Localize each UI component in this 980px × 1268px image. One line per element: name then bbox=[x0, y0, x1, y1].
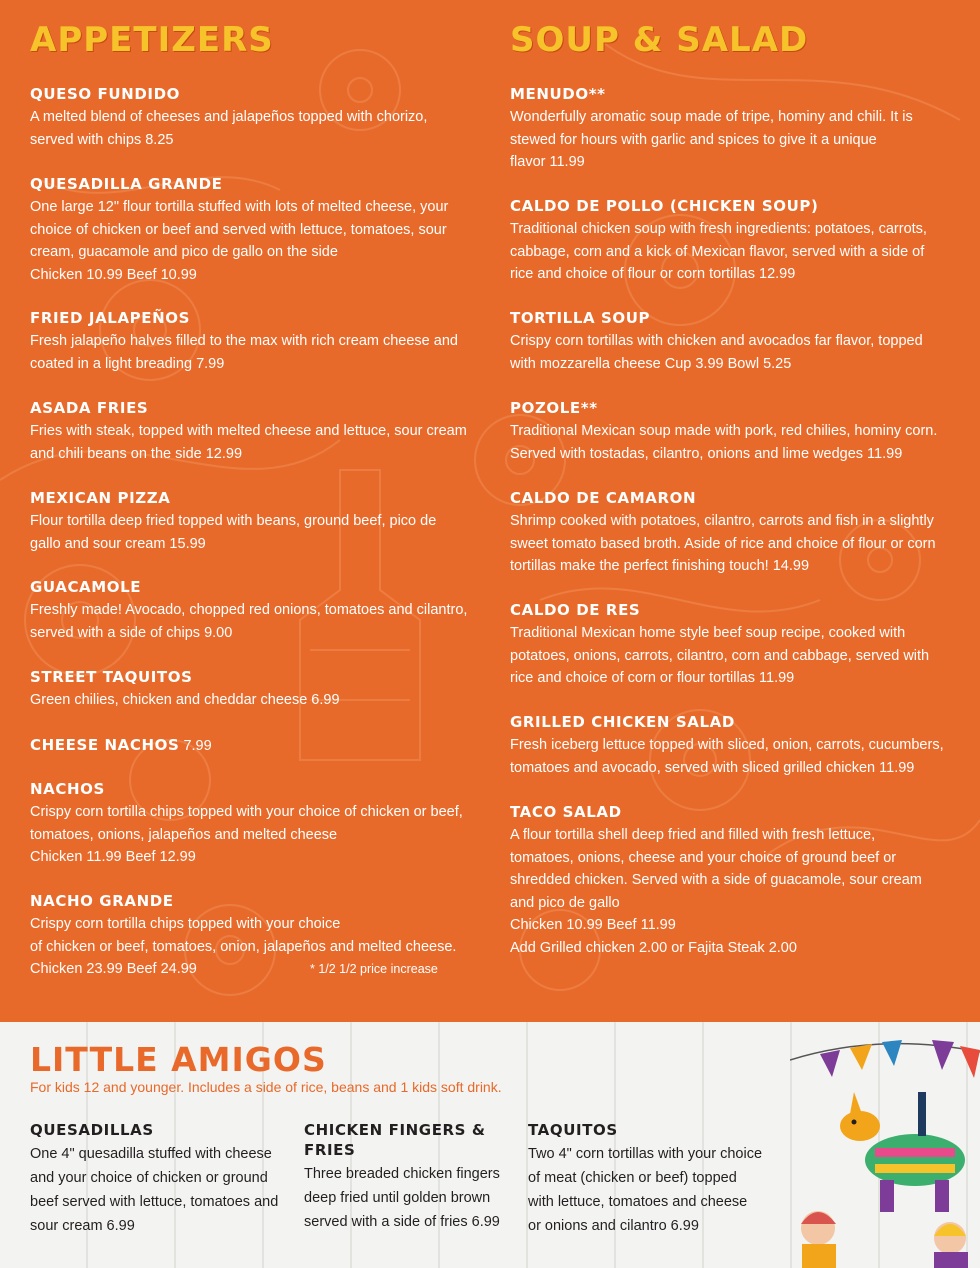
bunting-flag bbox=[960, 1046, 980, 1078]
menu-item-street-taquitos bbox=[30, 667, 480, 712]
menu-item-description: Freshly made! Avocado, chopped red onions, tomatoes and cilantro, served with a side of chips 9.00 bbox=[30, 602, 468, 641]
kids-item-name: CHICKEN FINGERS & FRIES bbox=[304, 1121, 486, 1159]
menu-item-name: POZOLE** bbox=[510, 399, 598, 417]
menu-item-description: Traditional Mexican soup made with pork, red chilies, hominy corn. Served with tostadas, cilantro, onions and lime wedges 11.99 bbox=[510, 423, 938, 462]
menu-item-guacamole bbox=[30, 577, 480, 644]
menu-item-name: NACHOS bbox=[30, 780, 105, 798]
menu-item-description: A flour tortilla shell deep fried and filled with fresh lettuce, tomatoes, onions, cheese and your choice of ground beef or shredded chicken. Served with a side of guacamole, sour cream and pico de gallo Chicken 10.99 Beef 11.99 Add Grilled chicken 2.00 or Fajita Steak 2.00 bbox=[510, 827, 922, 956]
menu-item-name: CALDO DE POLLO (CHICKEN SOUP) bbox=[510, 197, 819, 215]
bunting-flag bbox=[932, 1040, 954, 1070]
menu-item-caldo-de-camaron bbox=[510, 488, 965, 578]
little-amigos-heading: LITTLE AMIGOS bbox=[30, 1040, 327, 1079]
menu-item-name: CALDO DE RES bbox=[510, 601, 641, 619]
pinata-party-illustration bbox=[790, 1022, 980, 1268]
menu-item-description: Crispy corn tortilla chips topped with your choice of chicken or beef, tomatoes, onion, jalapeños and melted cheese. Chicken 23.99 Beef 24.99 bbox=[30, 916, 457, 977]
menu-item-name: STREET TAQUITOS bbox=[30, 668, 193, 686]
menu-item-description: Fresh jalapeño halves filled to the max with rich cream cheese and coated in a light breading 7.99 bbox=[30, 333, 458, 372]
menu-item-description: One large 12" flour tortilla stuffed with lots of melted cheese, your choice of chicken or beef and served with lettuce, tomatoes, sour cream, guacamole and pico de gallo on the side Chicken 10.99 Beef 10.99 bbox=[30, 199, 449, 283]
soup-salad-heading: SOUP & SALAD bbox=[510, 20, 809, 60]
kids-item-description: One 4" quesadilla stuffed with cheese and your choice of chicken or ground beef served with lettuce, tomatoes and sour cream 6.99 bbox=[30, 1146, 279, 1234]
menu-item-description: Traditional Mexican home style beef soup recipe, cooked with potatoes, onions, carrots, cilantro, corn and cabbage, served with rice and choice of corn or flour tortillas 11.99 bbox=[510, 625, 930, 686]
menu-item-caldo-de-pollo-chicken-soup bbox=[510, 196, 965, 286]
menu-item-name: CALDO DE CAMARON bbox=[510, 489, 697, 507]
menu-item-cheese-nachos bbox=[30, 735, 480, 756]
menu-item-name: GUACAMOLE bbox=[30, 578, 142, 596]
kids-item-description: Two 4" corn tortillas with your choice of meat (chicken or beef) topped with lettuce, tomatoes and cheese or onions and cilantro 6.99 bbox=[528, 1146, 763, 1234]
menu-item-description: Crispy corn tortillas with chicken and avocados far flavor, topped with mozzarella cheese Cup 3.99 Bowl 5.25 bbox=[510, 333, 923, 372]
menu-item-pozole bbox=[510, 398, 965, 465]
menu-item-taco-salad bbox=[510, 802, 965, 959]
bunting-flag bbox=[882, 1040, 902, 1066]
child-figure-left bbox=[801, 1211, 836, 1268]
child-figure-right bbox=[934, 1222, 968, 1268]
menu-item-description: A melted blend of cheeses and jalapeños topped with chorizo, served with chips 8.25 bbox=[30, 109, 428, 148]
menu-item-name: QUESO FUNDIDO bbox=[30, 85, 180, 103]
menu-item-name: TORTILLA SOUP bbox=[510, 309, 651, 327]
menu-item-description: Shrimp cooked with potatoes, cilantro, carrots and fish in a slightly sweet tomato based broth. Aside of rice and choice of flour or corn tortillas make the perfect finishing touch! 14.99 bbox=[510, 513, 936, 574]
menu-item-grilled-chicken-salad bbox=[510, 712, 965, 779]
menu-item-menudo bbox=[510, 84, 965, 174]
menu-item-name: NACHO GRANDE bbox=[30, 892, 174, 910]
half-price-note: * 1/2 1/2 price increase bbox=[310, 962, 438, 976]
menu-item-description: Green chilies, chicken and cheddar cheese 6.99 bbox=[30, 692, 340, 708]
kids-item-quesadillas bbox=[30, 1120, 295, 1238]
menu-item-description: Crispy corn tortilla chips topped with your choice of chicken or beef, tomatoes, onions, jalapeños and melted cheese Chicken 11.99 Beef 12.99 bbox=[30, 804, 463, 865]
menu-item-name: MENUDO** bbox=[510, 85, 606, 103]
menu-item-name: ASADA FRIES bbox=[30, 399, 149, 417]
menu-item-queso-fundido bbox=[30, 84, 480, 151]
menu-item-name: TACO SALAD bbox=[510, 803, 622, 821]
kids-item-description: Three breaded chicken fingers deep fried until golden brown served with a side of fries 6.99 bbox=[304, 1166, 500, 1230]
kids-item-chicken-fingers-fries bbox=[304, 1120, 514, 1234]
menu-item-price: 7.99 bbox=[179, 738, 212, 754]
menu-item-tortilla-soup bbox=[510, 308, 965, 375]
menu-item-description: Flour tortilla deep fried topped with beans, ground beef, pico de gallo and sour cream 15.99 bbox=[30, 513, 437, 552]
menu-item-description: Wonderfully aromatic soup made of tripe, hominy and chili. It is stewed for hours with garlic and spices to give it a unique flavor 11.99 bbox=[510, 109, 913, 170]
menu-item-description: Fries with steak, topped with melted cheese and lettuce, sour cream and chili beans on the side 12.99 bbox=[30, 423, 467, 462]
little-amigos-panel bbox=[0, 1022, 980, 1268]
menu-item-description: Fresh iceberg lettuce topped with sliced, onion, carrots, cucumbers, tomatoes and avocado, served with sliced grilled chicken 11.99 bbox=[510, 737, 944, 776]
menu-item-fried-jalape-os bbox=[30, 308, 480, 375]
menu-item-name: CHEESE NACHOS 7.99 bbox=[30, 736, 212, 754]
kids-item-name: QUESADILLAS bbox=[30, 1121, 154, 1139]
menu-item-description: Traditional chicken soup with fresh ingredients: potatoes, carrots, cabbage, corn and a kick of Mexican flavor, served with a side of rice and choice of flour or corn tortillas 12.99 bbox=[510, 221, 927, 282]
menu-item-asada-fries bbox=[30, 398, 480, 465]
bunting-flag bbox=[850, 1044, 872, 1070]
menu-item-quesadilla-grande bbox=[30, 174, 480, 286]
kids-item-name: TAQUITOS bbox=[528, 1121, 618, 1139]
pinata-donkey bbox=[840, 1092, 965, 1212]
menu-item-name: MEXICAN PIZZA bbox=[30, 489, 171, 507]
appetizers-heading: APPETIZERS bbox=[30, 20, 274, 60]
bunting-flag bbox=[820, 1050, 840, 1077]
little-amigos-subtitle: For kids 12 and younger. Includes a side of rice, beans and 1 kids soft drink. bbox=[30, 1079, 502, 1095]
menu-item-mexican-pizza bbox=[30, 488, 480, 555]
menu-item-name: QUESADILLA GRANDE bbox=[30, 175, 223, 193]
menu-item-caldo-de-res bbox=[510, 600, 965, 690]
menu-item-name: FRIED JALAPEÑOS bbox=[30, 309, 191, 327]
kids-item-taquitos bbox=[528, 1120, 778, 1238]
menu-item-nachos bbox=[30, 779, 480, 869]
menu-item-name: GRILLED CHICKEN SALAD bbox=[510, 713, 735, 731]
